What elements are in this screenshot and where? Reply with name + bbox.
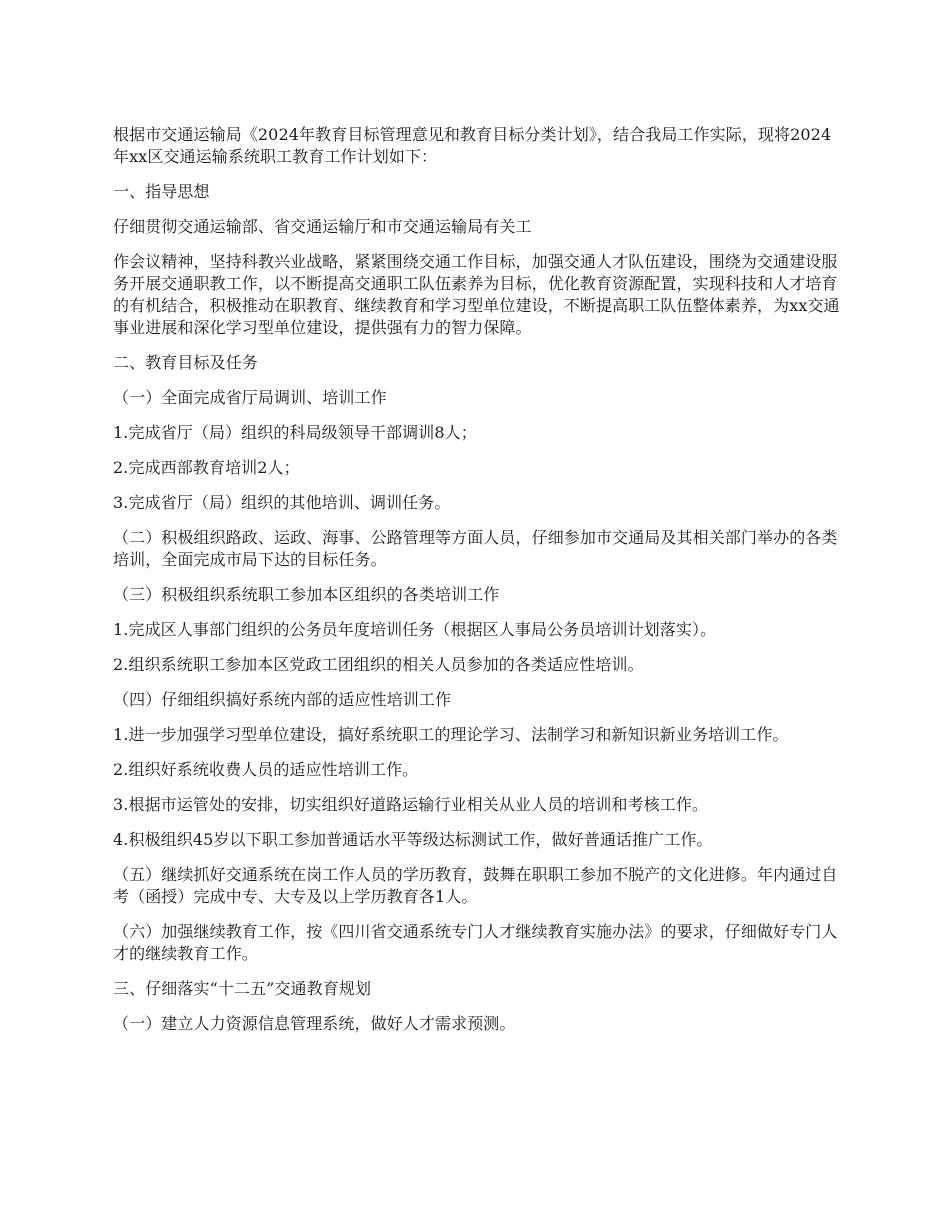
list-item: 1.完成区人事部门组织的公务员年度培训任务（根据区人事局公务员培训计划落实）。 [113,620,717,639]
list-item: 1.进一步加强学习型单位建设，搞好系统职工的理论学习、法制学习和新知识新业务培训工作。 [113,725,789,744]
subsection-heading: （一）全面完成省厅局调训、培训工作 [113,388,387,407]
subsection-heading: （一）建立人力资源信息管理系统，做好人才需求预测。 [113,1014,516,1033]
subsection-paragraph: （五）继续抓好交通系统在岗工作人员的学历教育，鼓舞在职职工参加不脱产的文化进修。年内通过自考（函授）完成中专、大专及以上学历教育各1人。 [113,865,838,906]
list-item: 2.组织好系统收费人员的适应性培训工作。 [113,760,419,779]
list-item: 1.完成省厅（局）组织的科局级领导干部调训8人； [113,423,477,442]
paragraph: 仔细贯彻交通运输部、省交通运输厅和市交通运输局有关工 [113,217,532,236]
list-item: 3.完成省厅（局）组织的其他培训、调训任务。 [113,493,451,512]
list-item: 3.根据市运管处的安排，切实组织好道路运输行业相关从业人员的培训和考核工作。 [113,795,709,814]
list-item: 2.完成西部教育培训2人； [113,458,300,477]
document-body [113,124,843,1048]
subsection-heading: （四）仔细组织搞好系统内部的适应性培训工作 [113,690,452,709]
paragraph: 作会议精神，坚持科教兴业战略，紧紧围绕交通工作目标，加强交通人才队伍建设，围绕为交通建设服务开展交通职教工作，以不断提高交通职工队伍素养为目标，优化教育资源配置，实现科技和人才培育的有机结合，积极推动在职教育、继续教育和学习型单位建设，不断提高职工队伍整体素养，为xx交通事业进展和深化学习型单位建设，提供强有力的智力保障。 [113,252,840,337]
section-heading-goals-and-tasks: 二、教育目标及任务 [113,353,258,372]
section-heading-planning: 三、仔细落实“十二五”交通教育规划 [113,979,372,998]
section-heading-guiding-ideology: 一、指导思想 [113,182,210,201]
subsection-paragraph: （六）加强继续教育工作，按《四川省交通系统专门人才继续教育实施办法》的要求，仔细做好专门人才的继续教育工作。 [113,922,838,963]
subsection-heading: （三）积极组织系统职工参加本区组织的各类培训工作 [113,585,500,604]
subsection-paragraph: （二）积极组织路政、运政、海事、公路管理等方面人员，仔细参加市交通局及其相关部门举办的各类培训，全面完成市局下达的目标任务。 [113,528,838,569]
list-item: 2.组织系统职工参加本区党政工团组织的相关人员参加的各类适应性培训。 [113,655,644,674]
intro-paragraph: 根据市交通运输局《2024年教育目标管理意见和教育目标分类计划》，结合我局工作实际，现将2024年xx区交通运输系统职工教育工作计划如下： [113,125,832,166]
list-item: 4.积极组织45岁以下职工参加普通话水平等级达标测试工作，做好普通话推广工作。 [113,830,713,849]
